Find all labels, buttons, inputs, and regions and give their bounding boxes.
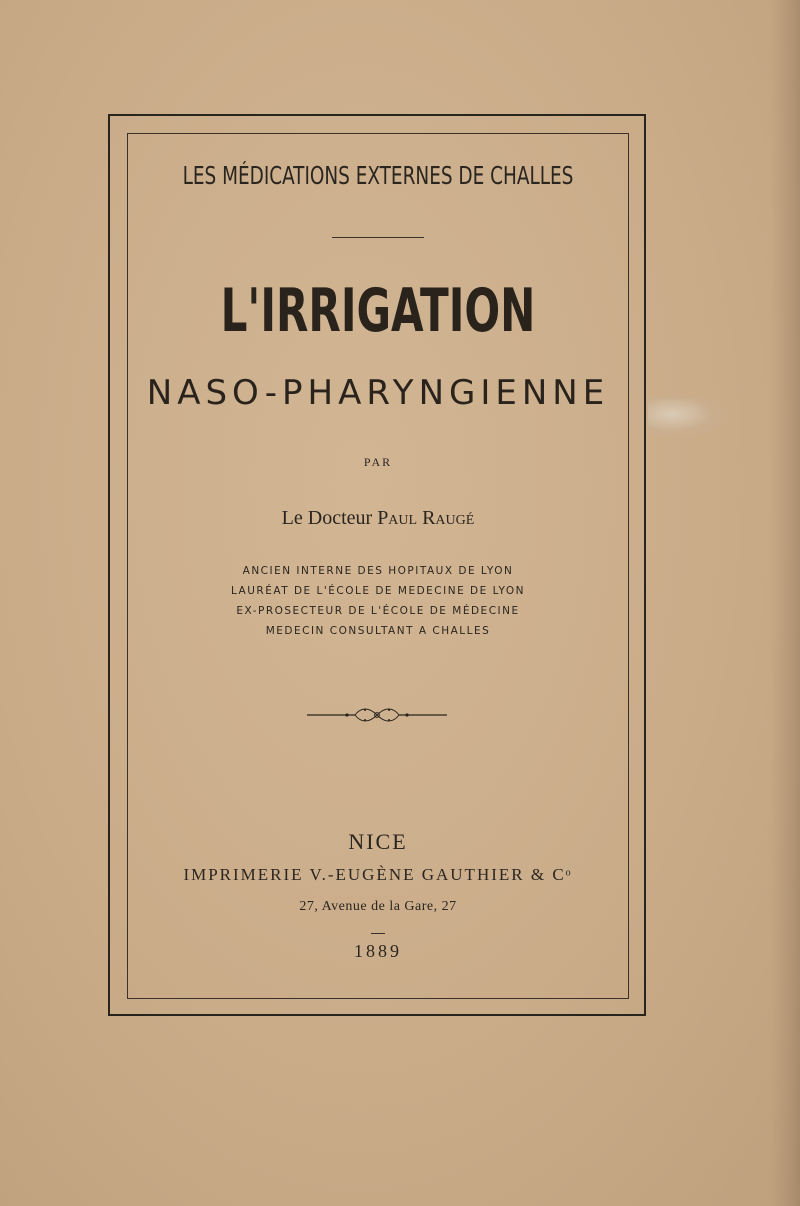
by-label: PAR (363, 455, 393, 469)
series-title: LES MÉDICATIONS EXTERNES DE CHALLES (182, 161, 574, 190)
qualification-line: LAURÉAT DE L'ÉCOLE DE MEDECINE DE LYON (230, 585, 526, 597)
title-block (127, 133, 629, 999)
qualification-line: EX-PROSECTEUR DE L'ÉCOLE DE MÉDECINE (236, 605, 520, 617)
separator-dash (371, 933, 385, 934)
ornamental-divider (307, 703, 447, 727)
author-qualifications (127, 561, 629, 641)
qualification-line: MEDECIN CONSULTANT A CHALLES (265, 625, 491, 637)
divider-rule (332, 237, 424, 238)
paper-tear-mark (648, 398, 728, 438)
page-edge-shadow (770, 0, 800, 1206)
qualification-line: ANCIEN INTERNE DES HOPITAUX DE LYON (242, 565, 514, 577)
publication-city: NICE (348, 829, 408, 854)
printer-address: 27, Avenue de la Gare, 27 (299, 899, 457, 914)
printer-name: IMPRIMERIE V.-EUGÈNE GAUTHIER & Cᵒ (183, 865, 573, 884)
author-prefix: Le Docteur (281, 507, 373, 529)
book-subtitle: NASO-PHARYNGIENNE (146, 373, 610, 413)
publication-year: 1889 (354, 941, 402, 961)
author-name: Paul Raugé (377, 507, 475, 529)
book-title: L'IRRIGATION (220, 276, 536, 346)
author-line (127, 507, 629, 530)
